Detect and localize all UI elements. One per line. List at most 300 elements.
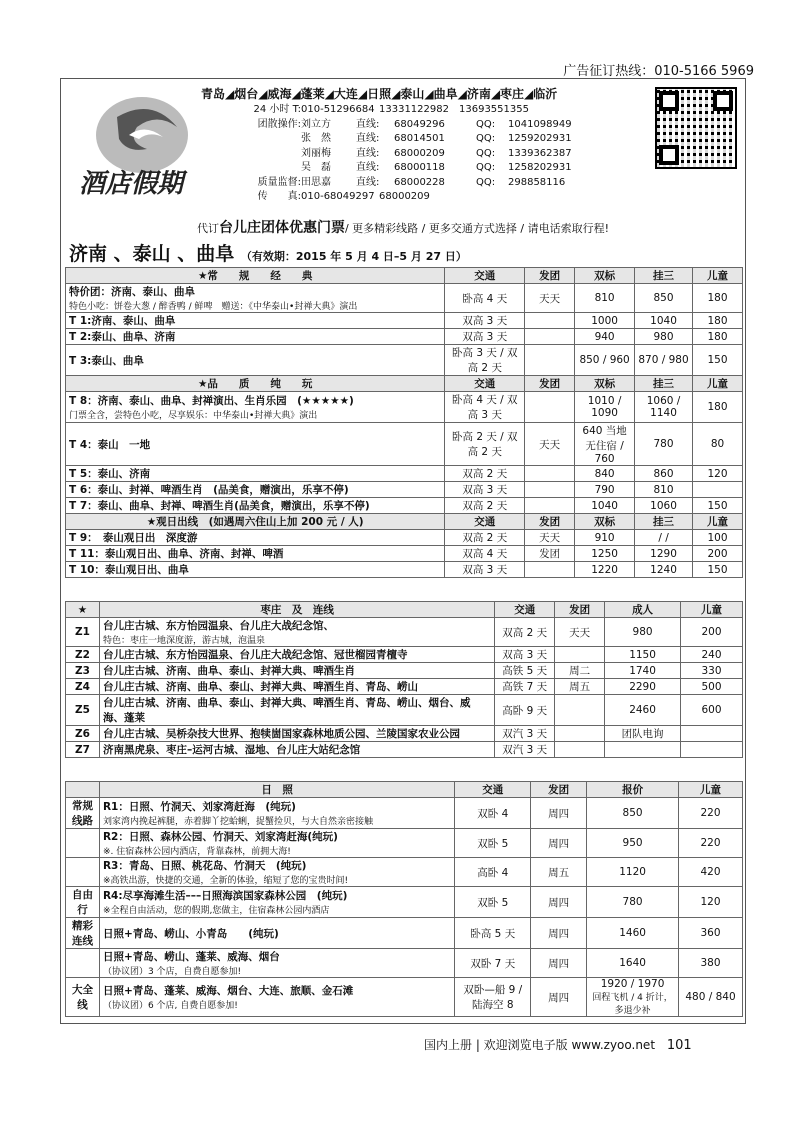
table-cell	[525, 498, 575, 514]
route-note: 特色：枣庄一地深度游，游古城，泡温泉	[102, 636, 265, 646]
table-cell: 双高 3 天	[445, 482, 525, 498]
table-cell: 挂三	[635, 268, 693, 284]
table-cell: 双高 3 天	[445, 329, 525, 345]
table-cell: 双汽 3 天	[495, 742, 555, 758]
contact-cell	[239, 147, 301, 162]
table-cell: 150	[693, 562, 743, 578]
table-cell: 交通	[445, 268, 525, 284]
table-row	[66, 647, 743, 663]
table-row	[66, 284, 743, 313]
table-cell	[555, 695, 605, 726]
slogan: 代订台儿庄团体优惠门票/ 更多精彩线路 / 更多交通方式选择 / 请电话索取行程!	[196, 220, 609, 236]
contact-cell	[239, 132, 301, 147]
table-cell: 1120	[587, 858, 679, 887]
table-cell: 200	[681, 618, 743, 647]
table-cell	[66, 345, 445, 376]
table-cell: 1740	[605, 663, 681, 679]
table-cell	[99, 978, 454, 1017]
contact-row	[239, 118, 699, 133]
table-cell: 周四	[531, 978, 587, 1017]
table-cell: 双汽 3 天	[495, 726, 555, 742]
table-cell	[555, 742, 605, 758]
table-cell: 850 / 960	[575, 345, 635, 376]
table-row	[66, 392, 743, 423]
contact-cell: 直线:	[356, 176, 380, 188]
contact-cell	[239, 161, 301, 176]
table-cell: 高卧 9 天	[495, 695, 555, 726]
contact-row	[239, 103, 699, 118]
contact-cell: 68000118	[394, 162, 445, 173]
table-row	[66, 858, 743, 887]
page-footer: 国内上册 | 欢迎浏览电子版 www.zyoo.net 101	[424, 1038, 692, 1053]
contact-row	[239, 147, 699, 162]
table-cell: 220	[679, 798, 743, 829]
table-cell: 330	[681, 663, 743, 679]
route-name: 台儿庄古城、济南、曲阜、泰山、封禅大典、啤酒生肖、青岛、崂山、烟台、威海、蓬莱	[102, 697, 471, 724]
table-cell: ★常 规 经 典	[66, 268, 445, 284]
contact-cell: 传 真:	[257, 191, 301, 202]
table-cell: 420	[679, 858, 743, 887]
table-cell: 挂三	[635, 514, 693, 530]
table-cell: 980	[635, 329, 693, 345]
table-cell: 1240	[635, 562, 693, 578]
table-row	[66, 978, 743, 1017]
table-cell: ★品 质 纯 玩	[66, 376, 445, 392]
table-cell: 360	[679, 918, 743, 949]
contact-cell: 010-68049297	[301, 191, 375, 202]
table-cell: Z1	[66, 618, 100, 647]
table-cell: 1150	[605, 647, 681, 663]
table-cell: 双标	[575, 376, 635, 392]
route-name: T 10：泰山观日出、曲阜	[69, 564, 189, 576]
contact-block	[239, 103, 699, 205]
table-cell: 天天	[555, 618, 605, 647]
route-note: 特色小吃：饼卷大葱 / 醉香鸭 / 鲜啤 赠送：《中华泰山•封禅大典》演出	[69, 302, 358, 312]
table-row	[66, 949, 743, 978]
table-cell: 交通	[445, 514, 525, 530]
contact-cell: 直线:	[356, 147, 380, 159]
table-cell: 810	[575, 284, 635, 313]
table-cell: 240	[681, 647, 743, 663]
contact-cell: 1041098949	[508, 118, 572, 130]
table-cell: 150	[693, 345, 743, 376]
section-title: 济南 、泰山 、曲阜 （有效期：2015 年 5 月 4 日–5 月 27 日）	[69, 243, 467, 265]
table-cell	[99, 679, 494, 695]
table-cell: 双高 3 天	[495, 647, 555, 663]
contact-cell	[499, 190, 531, 205]
table-cell: ★观日出线 (如遇周六住山上加 200 元 / 人)	[66, 514, 445, 530]
table-cell: 团队电询	[605, 726, 681, 742]
table-cell: 交通	[445, 376, 525, 392]
table-cell: 天天	[525, 284, 575, 313]
table-cell: 双卧 4	[455, 798, 531, 829]
table-row	[66, 546, 743, 562]
table-cell: 790	[575, 482, 635, 498]
table-cell: Z6	[66, 726, 100, 742]
table-cell: 发团	[525, 514, 575, 530]
table-cell: 周五	[531, 858, 587, 887]
table-cell: 常规线路	[66, 798, 100, 829]
table-cell: 200	[693, 546, 743, 562]
table-cell	[99, 663, 494, 679]
route-name: T 6：泰山、封禅、啤酒生肖 (品美食，赠演出，乐享不停)	[69, 484, 349, 496]
table-cell: 180	[693, 284, 743, 313]
table-cell	[66, 782, 100, 798]
table-row	[66, 618, 743, 647]
contact-cell: QQ:	[476, 133, 496, 144]
route-note: 门票全含，尝特色小吃，尽享娱乐：中华泰山•封禅大典》演出	[69, 411, 318, 421]
table-cell: 910	[575, 530, 635, 546]
table-cell: 报价	[587, 782, 679, 798]
table-cell: 850	[587, 798, 679, 829]
table-cell	[99, 798, 454, 829]
table-cell	[99, 887, 454, 918]
table-jinan-taishan-qufu	[65, 267, 743, 578]
table-cell: 1010 / 1090	[575, 392, 635, 423]
route-name: 台儿庄古城、济南、曲阜、泰山、封禅大典、啤酒生肖、青岛、崂山	[102, 681, 418, 693]
table-row	[66, 798, 743, 829]
table-cell: 交通	[455, 782, 531, 798]
table-cell: 1040	[635, 313, 693, 329]
route-name: R1：日照、竹洞天、刘家湾赶海 (纯玩)	[102, 801, 296, 813]
table-cell: 180	[693, 329, 743, 345]
contact-cell: 010-51296684	[301, 104, 375, 115]
table-row	[66, 679, 743, 695]
table-row	[66, 695, 743, 726]
table-cell: 天天	[525, 423, 575, 466]
table-cell	[66, 423, 445, 466]
table-row	[66, 530, 743, 546]
table-cell	[66, 482, 445, 498]
table-cell: 80	[693, 423, 743, 466]
contact-cell: 68000209	[379, 191, 430, 202]
table-cell: Z2	[66, 647, 100, 663]
table-cell	[66, 392, 445, 423]
table-cell: 780	[587, 887, 679, 918]
table-row	[66, 829, 743, 858]
table-cell: 2460	[605, 695, 681, 726]
contact-cell: 1258202931	[508, 162, 572, 173]
table-cell: 双卧 5	[455, 829, 531, 858]
table-cell	[99, 918, 454, 949]
contact-cell: 吴 磊	[301, 162, 331, 173]
contact-cell: 直线:	[356, 133, 380, 144]
table-cell: 发团	[555, 602, 605, 618]
route-note: （协议团）6 个店, 自费自愿参加!	[102, 1001, 238, 1011]
table-cell: 周四	[531, 887, 587, 918]
route-note: ※全程自由活动，您的假期,您做主，住宿森林公园内酒店	[102, 906, 330, 916]
table-cell: 1640	[587, 949, 679, 978]
ad-hotline: 广告征订热线：010-5166 5969	[563, 64, 754, 79]
table-cell: 1060 / 1140	[635, 392, 693, 423]
table-cell: 双高 2 天	[445, 530, 525, 546]
table-cell	[555, 647, 605, 663]
table-cell: 周四	[531, 829, 587, 858]
table-row	[66, 887, 743, 918]
table-cell	[66, 949, 100, 978]
route-name: 台儿庄古城、济南、曲阜、泰山、封禅大典、啤酒生肖	[102, 665, 355, 677]
table-cell	[99, 695, 494, 726]
route-note: （协议团）3 个店，自费自愿参加!	[102, 967, 242, 977]
table-row	[66, 329, 743, 345]
contact-cell: 1339362387	[508, 147, 572, 159]
table-cell	[99, 618, 494, 647]
table-cell: 850	[635, 284, 693, 313]
table-cell	[525, 313, 575, 329]
table-cell	[99, 949, 454, 978]
table-cell: Z4	[66, 679, 100, 695]
contact-cell: 13331122982	[379, 104, 449, 115]
table-cell: 枣庄 及 连线	[99, 602, 494, 618]
table-cell: 儿童	[681, 602, 743, 618]
table-cell: 卧高 3 天 / 双高 2 天	[445, 345, 525, 376]
route-name: T 11：泰山观日出、曲阜、济南、封禅、啤酒	[69, 548, 284, 560]
route-name: T 4：泰山 一地	[69, 438, 151, 451]
route-note: ※. 住宿森林公园内酒店，背靠森林，前拥大海!	[102, 847, 291, 857]
table-cell: 120	[693, 466, 743, 482]
table-cell: 1000	[575, 313, 635, 329]
table-cell: 870 / 980	[635, 345, 693, 376]
table-cell	[66, 313, 445, 329]
page-number: 101	[666, 1038, 692, 1053]
table-cell: 1220	[575, 562, 635, 578]
route-name: T 5：泰山、济南	[69, 468, 151, 480]
route-name: R2：日照、森林公园、竹洞天、刘家湾赶海(纯玩)	[102, 831, 338, 843]
table-cell	[66, 562, 445, 578]
table-cell: 发团	[525, 546, 575, 562]
route-name: R4:尽享海滩生活–––日照海滨国家森林公园 (纯玩)	[102, 890, 348, 902]
contact-cell: 张 然	[301, 133, 331, 144]
agency-logo	[67, 87, 237, 202]
table-rizhao	[65, 781, 743, 1017]
table-row	[66, 562, 743, 578]
table-cell: 1290	[635, 546, 693, 562]
table-cell: 大全线	[66, 978, 100, 1017]
table-header-row	[66, 514, 743, 530]
table-cell: 双高 3 天	[445, 562, 525, 578]
table-cell: 儿童	[693, 514, 743, 530]
table-cell: Z7	[66, 742, 100, 758]
contact-cell: 13693551355	[459, 104, 529, 115]
table-cell: 周四	[531, 798, 587, 829]
table-cell: 精彩连线	[66, 918, 100, 949]
table-cell	[66, 530, 445, 546]
price-note: 回程飞机 / 4 折计，多退少补	[592, 993, 673, 1016]
table-cell: ★	[66, 602, 100, 618]
contact-cell: QQ:	[476, 118, 496, 130]
table-cell	[66, 284, 445, 313]
contact-cell: QQ:	[476, 176, 496, 188]
contact-cell: 1259202931	[508, 133, 572, 144]
table-row	[66, 498, 743, 514]
table-cell	[681, 726, 743, 742]
contact-cell: QQ:	[476, 162, 496, 173]
table-cell	[99, 858, 454, 887]
table-cell: 780	[635, 423, 693, 466]
table-cell: 天天	[525, 530, 575, 546]
table-cell	[525, 562, 575, 578]
contact-cell: 24 小时 T:	[253, 104, 301, 115]
contact-row	[239, 176, 699, 191]
table-cell	[66, 829, 100, 858]
contact-cell	[539, 103, 619, 118]
route-name: T 2:泰山、曲阜、济南	[69, 331, 176, 343]
route-name: T 3:泰山、曲阜	[69, 354, 144, 367]
table-cell: 1250	[575, 546, 635, 562]
route-name: 济南黑虎泉、枣庄–运河古城、湿地、台儿庄大站纪念馆	[102, 744, 361, 756]
table-header-row	[66, 376, 743, 392]
table-cell: Z5	[66, 695, 100, 726]
table-cell: 940	[575, 329, 635, 345]
route-note: ※高铁出游，快捷的交通，全新的体验，缩短了您的宝贵时间!	[102, 876, 349, 886]
table-cell: 双卧—船 9 / 陆海空 8	[455, 978, 531, 1017]
route-name: T 1:济南、泰山、曲阜	[69, 315, 176, 327]
contact-row	[239, 161, 699, 176]
table-cell: 周四	[531, 918, 587, 949]
table-cell: 周二	[555, 663, 605, 679]
table-cell: 1040	[575, 498, 635, 514]
table-cell: 卧高 4 天 / 双高 3 天	[445, 392, 525, 423]
qr-code[interactable]	[655, 87, 737, 169]
route-name: T 8：济南、泰山、曲阜、封禅演出、生肖乐园 (★★★★★)	[69, 395, 354, 407]
table-cell: 950	[587, 829, 679, 858]
route-name: 特价团：济南、泰山、曲阜	[69, 286, 195, 298]
contact-cell: 田思嘉	[301, 176, 331, 188]
table-cell: 500	[681, 679, 743, 695]
contact-cell: 298858116	[508, 176, 566, 188]
route-name: T 7：泰山、曲阜、封禅、啤酒生肖(品美食，赠演出，乐享不停)	[69, 500, 370, 512]
contact-cell: QQ:	[476, 147, 496, 159]
route-name: R3：青岛、日照、桃花岛、竹洞天 (纯玩)	[102, 860, 307, 872]
route-name: T 9： 泰山观日出 深度游	[69, 532, 198, 544]
contact-cell: 刘丽梅	[301, 147, 331, 159]
table-cell: 成人	[605, 602, 681, 618]
table-cell	[66, 858, 100, 887]
table-cell: 480 / 840	[679, 978, 743, 1017]
table-cell	[525, 466, 575, 482]
table-cell: 交通	[495, 602, 555, 618]
contact-row	[239, 132, 699, 147]
table-row	[66, 345, 743, 376]
table-cell: Z3	[66, 663, 100, 679]
table-row	[66, 918, 743, 949]
table-row	[66, 482, 743, 498]
table-cell: 180	[693, 313, 743, 329]
contact-cell: 68014501	[394, 133, 445, 144]
contact-cell: 直线:	[356, 162, 380, 173]
table-cell	[681, 742, 743, 758]
table-cell	[525, 345, 575, 376]
table-cell	[99, 742, 494, 758]
logo-text: 酒店假期	[79, 169, 184, 199]
table-row	[66, 663, 743, 679]
table-cell	[99, 647, 494, 663]
table-cell: 双卧 5	[455, 887, 531, 918]
table-cell: 150	[693, 498, 743, 514]
table-header-row	[66, 602, 743, 618]
table-cell: 周五	[555, 679, 605, 695]
table-cell	[525, 329, 575, 345]
table-row	[66, 466, 743, 482]
contact-cell: 直线:	[356, 118, 380, 130]
table-cell: 600	[681, 695, 743, 726]
table-row	[66, 313, 743, 329]
table-cell: 卧高 2 天 / 双高 2 天	[445, 423, 525, 466]
page-frame	[60, 78, 746, 1024]
table-cell: 640 当地无住宿 / 760	[575, 423, 635, 466]
table-cell: 周四	[531, 949, 587, 978]
table-cell: 100	[693, 530, 743, 546]
table-cell	[525, 482, 575, 498]
table-cell: 发团	[531, 782, 587, 798]
table-cell: 220	[679, 829, 743, 858]
table-cell	[66, 498, 445, 514]
table-cell: 卧高 5 天	[455, 918, 531, 949]
route-name: 台儿庄古城、东方怡园温泉、台儿庄大战纪念馆、	[102, 620, 334, 632]
table-cell: 双高 2 天	[445, 466, 525, 482]
table-cell: 840	[575, 466, 635, 482]
table-cell: 1060	[635, 498, 693, 514]
table-row	[66, 726, 743, 742]
table-cell: 双高 2 天	[445, 498, 525, 514]
table-cell	[66, 466, 445, 482]
route-note: 刘家湾内挽起裤腿，赤着脚丫挖蛤蜊，捉蟹捡贝，与大自然亲密接触	[102, 817, 373, 827]
table-cell: 双卧 7 天	[455, 949, 531, 978]
route-name: 台儿庄古城、吴桥杂技大世界、抱犊崮国家森林地质公园、兰陵国家农业公园	[102, 728, 460, 740]
table-cell	[99, 829, 454, 858]
table-cell: 自由行	[66, 887, 100, 918]
contact-cell: 刘立方	[301, 118, 331, 130]
table-cell	[605, 742, 681, 758]
contact-cell: 68000209	[394, 147, 445, 159]
route-name: 日照+青岛、蓬莱、威海、烟台、大连、旅顺、金石滩	[102, 985, 354, 997]
table-cell: 挂三	[635, 376, 693, 392]
table-row	[66, 742, 743, 758]
table-cell: 双标	[575, 268, 635, 284]
table-zaozhuang	[65, 601, 743, 758]
table-cell: 儿童	[679, 782, 743, 798]
table-cell: 发团	[525, 376, 575, 392]
table-cell: 1920 / 1970 回程飞机 / 4 折计，多退少补	[587, 978, 679, 1017]
destination-list: 青岛◢烟台◢威海◢蓬莱◢大连◢日照◢泰山◢曲阜◢济南◢枣庄◢临沂	[201, 87, 558, 101]
header	[61, 79, 747, 213]
table-cell	[525, 392, 575, 423]
table-cell	[99, 726, 494, 742]
table-cell: 儿童	[693, 268, 743, 284]
table-cell: 双高 3 天	[445, 313, 525, 329]
table-cell: 120	[679, 887, 743, 918]
contact-cell	[417, 190, 499, 205]
table-cell: 儿童	[693, 376, 743, 392]
table-cell: / /	[635, 530, 693, 546]
table-cell	[66, 546, 445, 562]
table-cell: 高卧 4	[455, 858, 531, 887]
route-name: 台儿庄古城、东方怡园温泉、台儿庄大战纪念馆、冠世榴园青檀寺	[102, 649, 408, 661]
contact-row	[239, 190, 699, 205]
route-name: 日照+青岛、崂山、小青岛 (纯玩)	[102, 927, 279, 940]
table-cell	[693, 482, 743, 498]
table-row	[66, 423, 743, 466]
table-cell: 双标	[575, 514, 635, 530]
contact-cell: 团散操作:	[257, 118, 301, 130]
contact-cell: 68000228	[394, 176, 445, 188]
table-cell: 卧高 4 天	[445, 284, 525, 313]
table-cell	[66, 329, 445, 345]
contact-cell: 质量监督:	[257, 176, 301, 188]
table-cell: 810	[635, 482, 693, 498]
contact-cell: 68049296	[394, 118, 445, 130]
table-cell: 860	[635, 466, 693, 482]
